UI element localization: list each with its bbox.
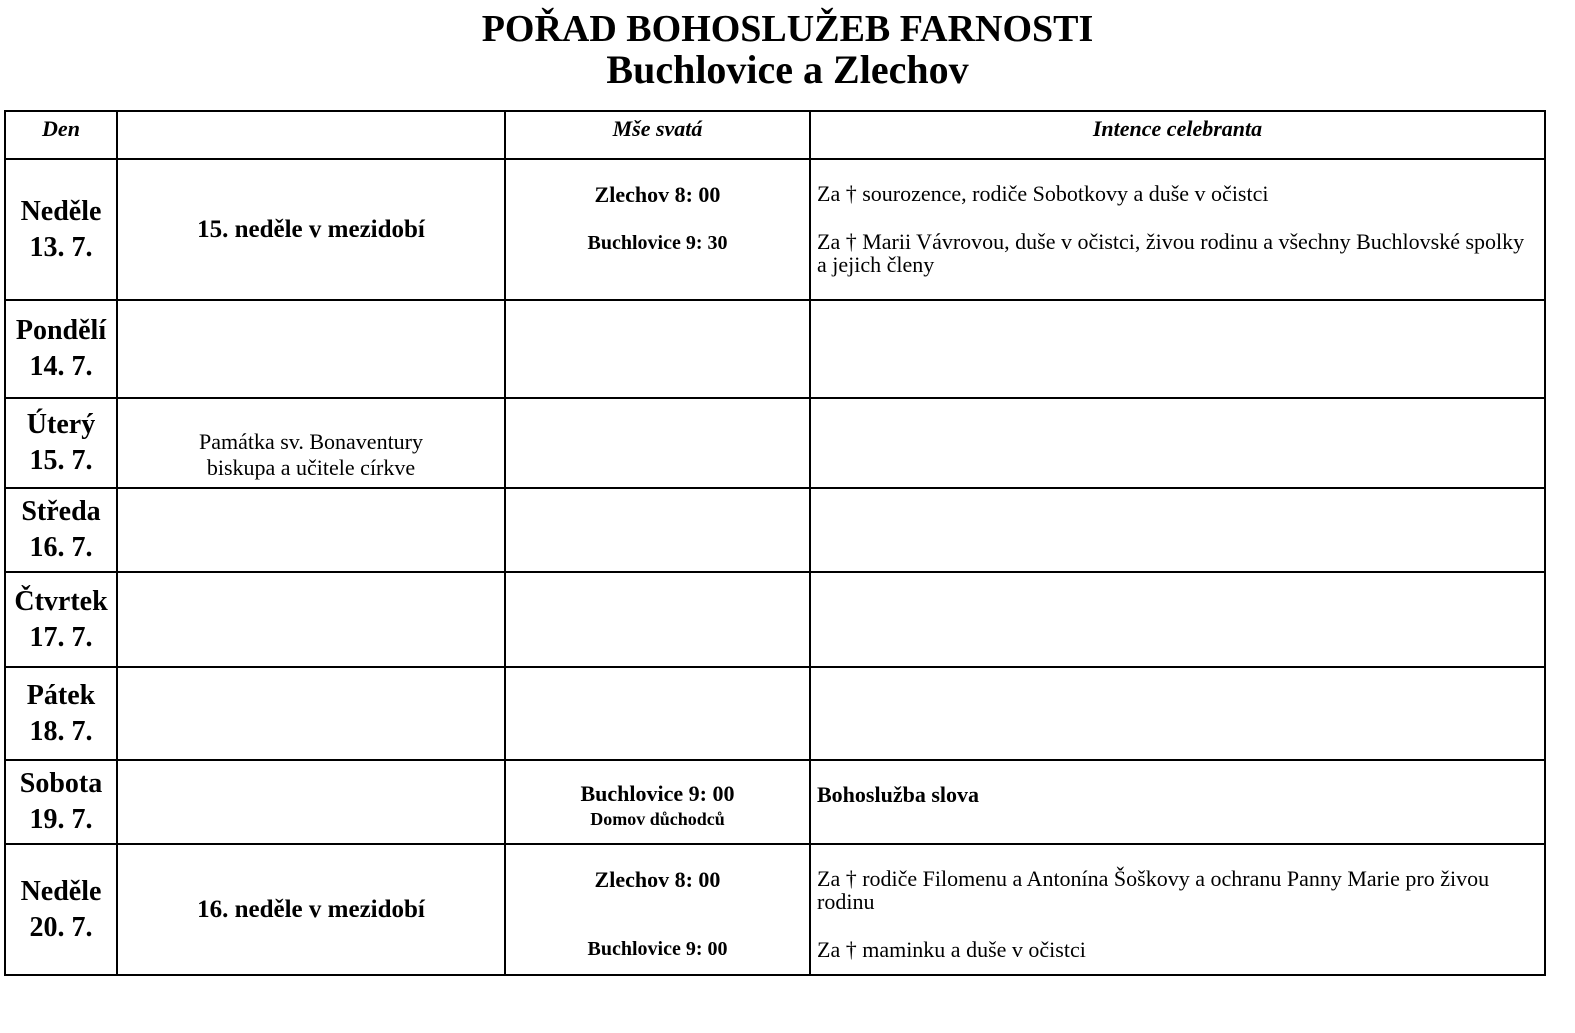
- feast-cell: [117, 667, 505, 760]
- header-feast: [117, 111, 505, 159]
- mass-cell: [505, 667, 810, 760]
- day-cell: [5, 488, 117, 572]
- day-name: Pondělí: [15, 315, 107, 346]
- mass-time: Buchlovice 9: 00: [587, 938, 728, 960]
- feast-cell: [117, 760, 505, 844]
- intent-cell: [810, 667, 1545, 760]
- header-row: [5, 111, 1545, 159]
- feast-name: 16. neděle v mezidobí: [197, 895, 425, 923]
- mass-cell: [505, 398, 810, 488]
- feast-cell: [117, 844, 505, 975]
- intent-cell: [810, 398, 1545, 488]
- intent-cell: [810, 488, 1545, 572]
- day-cell: [5, 844, 117, 975]
- table-row: [5, 488, 1545, 572]
- day-cell: [5, 398, 117, 488]
- day-date: 18. 7.: [29, 715, 93, 747]
- header-mass: Mše svatá: [505, 111, 810, 159]
- day-date: 17. 7.: [29, 621, 93, 653]
- intent-cell: [810, 844, 1545, 975]
- intention-text: Za † sourozence, rodiče Sobotkovy a duše v očistci: [817, 181, 1269, 206]
- feast-cell: [117, 488, 505, 572]
- mass-cell: [505, 300, 810, 398]
- day-name: Čtvrtek: [14, 585, 108, 617]
- day-date: 15. 7.: [29, 445, 93, 476]
- feast-cell: [117, 159, 505, 300]
- table-row: [5, 844, 1545, 975]
- day-date: 14. 7.: [29, 351, 93, 382]
- intention-text: Za † rodiče Filomenu a Antonína Šoškovy a ochranu Panny Marie pro živou rodinu: [817, 866, 1490, 914]
- mass-cell: [505, 572, 810, 667]
- day-name: Úterý: [26, 409, 96, 440]
- mass-cell: [505, 159, 810, 300]
- table-row: [5, 667, 1545, 760]
- day-date: 13. 7.: [29, 231, 93, 263]
- mass-cell: [505, 760, 810, 844]
- intention-text: Bohoslužba slova: [817, 782, 979, 807]
- day-cell: [5, 760, 117, 844]
- intention-text: Za † maminku a duše v očistci: [817, 937, 1086, 962]
- mass-cell: [505, 488, 810, 572]
- table-row: [5, 572, 1545, 667]
- day-name: Pátek: [26, 679, 96, 711]
- intent-cell: [810, 159, 1545, 300]
- table-row: [5, 300, 1545, 398]
- mass-location: Domov důchodců: [590, 809, 725, 829]
- day-cell: [5, 572, 117, 667]
- day-date: 16. 7.: [29, 532, 93, 563]
- mass-cell: [505, 844, 810, 975]
- intention-text: Za † Marii Vávrovou, duše v očistci, živou rodinu a všechny Buchlovské spolky a jejich členy: [817, 229, 1525, 277]
- mass-time: Zlechov 8: 00: [594, 182, 721, 207]
- day-cell: [5, 300, 117, 398]
- mass-time: Buchlovice 9: 30: [587, 232, 728, 254]
- feast-cell: [117, 300, 505, 398]
- mass-time: Zlechov 8: 00: [594, 867, 721, 892]
- day-name: Neděle: [20, 875, 102, 907]
- page-title: POŘAD BOHOSLUŽEB FARNOSTI: [481, 8, 1094, 50]
- day-cell: [5, 667, 117, 760]
- feast-cell: [117, 572, 505, 667]
- table-row: [5, 760, 1545, 844]
- feast-name: [118, 399, 504, 481]
- day-name: Sobota: [19, 768, 103, 799]
- day-cell: [5, 159, 117, 300]
- page-subtitle: Buchlovice a Zlechov: [606, 47, 969, 92]
- day-date: 20. 7.: [29, 911, 93, 943]
- header-day: Den: [5, 111, 117, 159]
- intent-cell: [810, 572, 1545, 667]
- schedule-table: [4, 110, 1546, 976]
- day-name: Středa: [21, 496, 101, 527]
- table-row: [5, 398, 1545, 488]
- feast-name: 15. neděle v mezidobí: [197, 215, 425, 243]
- day-date: 19. 7.: [29, 804, 93, 835]
- mass-time: Buchlovice 9: 00: [580, 781, 735, 806]
- feast-line: biskupa a učitele církve: [206, 455, 416, 480]
- feast-cell: [117, 398, 505, 488]
- table-row: [5, 159, 1545, 300]
- header-intent: Intence celebranta: [810, 111, 1545, 159]
- feast-line: Památka sv. Bonaventury: [198, 429, 424, 454]
- intent-cell: [810, 760, 1545, 844]
- day-name: Neděle: [20, 195, 102, 227]
- intent-cell: [810, 300, 1545, 398]
